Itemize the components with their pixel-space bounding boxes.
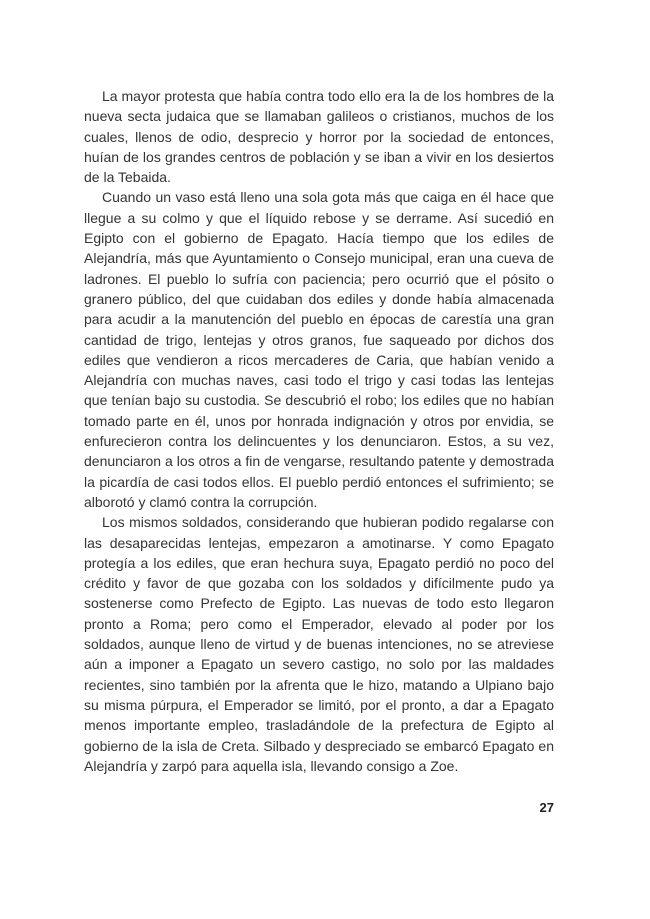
body-text [84, 86, 554, 776]
paragraph-2: Cuando un vaso está lleno una sola gota más que caiga en él hace que llegue a su colmo y que el líquido rebose y se derrame. Así sucedió en Egipto con el gobierno de Epagato. Hacía tiempo que los ediles de Alejandría, más que Ayuntamiento o Consejo municipal, eran una cueva de ladrones. El pueblo lo sufría con paciencia; pero ocurrió que el pósito o granero público, del que cuidaban dos ediles y donde había almacenada para acudir a la manutención del pueblo en épocas de carestía una gran cantidad de trigo, lentejas y otros granos, fue saqueado por dichos dos ediles que vendieron a ricos mercaderes de Caria, que habían venido a Alejandría con muchas naves, casi todo el trigo y casi todas las lentejas que tenían bajo su custodia. Se descubrió el robo; los ediles que no habían tomado parte en él, unos por honrada indignación y otros por envidia, se enfurecieron contra los delincuentes y los denunciaron. Estos, a su vez, denunciaron a los otros a fin de vengarse, resultando patente y demostrada la picardía de casi todos ellos. El pueblo perdió entonces el sufrimiento; se alborotó y clamó contra la corrupción. [84, 189, 554, 510]
paragraph-3: Los mismos soldados, considerando que hubieran podido regalarse con las desaparecidas lentejas, empezaron a amotinarse. Y como Epagato protegía a los ediles, que eran hechura suya, Epagato perdió no poco del crédito y favor de que gozaba con los soldados y difícilmente pudo ya sostenerse como Prefecto de Egipto. Las nuevas de todo esto llegaron pronto a Roma; pero como el Emperador, elevado al poder por los soldados, aunque lleno de virtud y de buenas intenciones, no se atreviese aún a imponer a Epagato un severo castigo, no solo por las maldades recientes, sino también por la afrenta que le hizo, matando a Ulpiano bajo su misma púrpura, el Emperador se limitó, por el pronto, a dar a Epagato menos importante empleo, trasladándole de la prefectura de Egipto al gobierno de la isla de Creta. Silbado y despreciado se embarcó Epagato en Alejandría y zarpó para aquella isla, llevando consigo a Zoe. [84, 514, 554, 774]
page-number: 27 [539, 800, 554, 815]
paragraph-1: La mayor protesta que había contra todo ello era la de los hombres de la nueva secta judaica que se llamaban galileos o cristianos, muchos de los cuales, llenos de odio, desprecio y horror por la sociedad de entonces, huían de los grandes centros de población y se iban a vivir en los desiertos de la Tebaida. [84, 88, 554, 186]
